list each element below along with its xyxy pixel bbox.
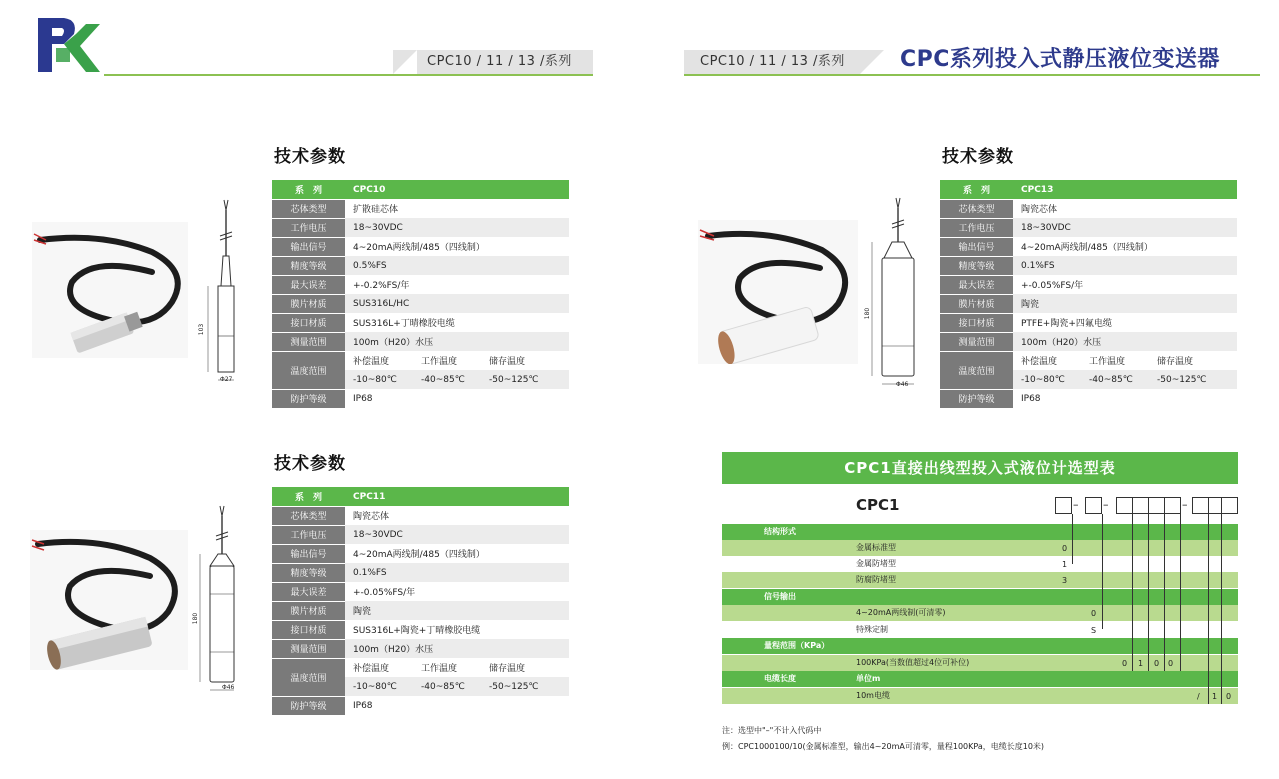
sel-opt-structure-1 bbox=[722, 556, 1238, 572]
label-accuracy: 精度等级 bbox=[272, 563, 345, 582]
sel-opt-label: 100KPa(当数值超过4位可补位) bbox=[856, 658, 970, 667]
cpc11-accuracy: 0.1%FS bbox=[345, 563, 569, 582]
label-core: 芯体类型 bbox=[272, 199, 345, 218]
code-range-3: 0 bbox=[1168, 659, 1174, 668]
cpc13-range: 100m（H20）水压 bbox=[1013, 332, 1237, 351]
cpc11-interface: SUS316L+陶瓷+丁晴橡胶电缆 bbox=[345, 620, 569, 639]
cpc11-dimension-drawing bbox=[186, 502, 248, 696]
cpc11-temp-v3: -50~125℃ bbox=[489, 681, 539, 692]
label-range: 测量范围 bbox=[272, 332, 345, 351]
sel-opt-cable bbox=[722, 688, 1238, 704]
sel-cat-cable-label: 电缆长度 bbox=[764, 674, 796, 683]
code-dash-2: – bbox=[1103, 498, 1109, 511]
sel-cat-range bbox=[722, 638, 1238, 654]
label-interface: 接口材质 bbox=[272, 313, 345, 332]
cpc10-temp-h3: 储存温度 bbox=[489, 357, 526, 367]
label-error: 最大误差 bbox=[272, 582, 345, 601]
cpc10-dim-diameter: Φ27 bbox=[220, 376, 233, 383]
cpc10-heading: 技术参数 bbox=[274, 147, 346, 167]
code-box-5 bbox=[1148, 497, 1165, 514]
code-dash-1: – bbox=[1073, 498, 1079, 511]
cpc10-accuracy: 0.5%FS bbox=[345, 256, 569, 275]
cpc10-temp-v3: -50~125℃ bbox=[489, 374, 539, 385]
sel-opt-structure-2 bbox=[722, 572, 1238, 588]
code-cable-1: 1 bbox=[1212, 692, 1218, 701]
header-rule-left bbox=[104, 74, 593, 76]
label-core: 芯体类型 bbox=[940, 199, 1013, 218]
guide-line-6 bbox=[1180, 514, 1181, 671]
sel-cat-cable bbox=[722, 671, 1238, 687]
code-box-2 bbox=[1085, 497, 1102, 514]
label-signal: 输出信号 bbox=[940, 237, 1013, 256]
cpc10-dimension-drawing bbox=[190, 196, 246, 388]
code-box-9 bbox=[1221, 497, 1238, 514]
guide-line-7 bbox=[1208, 514, 1209, 704]
guide-line-1 bbox=[1072, 514, 1073, 564]
code-signal-1: S bbox=[1091, 626, 1097, 635]
cpc13-product-photo bbox=[698, 220, 858, 364]
cpc13-spec-table bbox=[940, 180, 1237, 409]
sel-opt-label: 金属标准型 bbox=[856, 543, 896, 552]
code-box-7 bbox=[1192, 497, 1209, 514]
cpc11-voltage: 18~30VDC bbox=[345, 525, 569, 544]
code-dash-3: – bbox=[1182, 498, 1188, 511]
series-tab-right bbox=[684, 50, 884, 74]
cpc10-temp-h1: 补偿温度 bbox=[353, 357, 390, 367]
cpc10-product-photo bbox=[32, 222, 188, 358]
company-logo bbox=[34, 14, 104, 76]
cpc11-range: 100m（H20）水压 bbox=[345, 639, 569, 658]
cpc13-signal: 4~20mA两线制/485（四线制） bbox=[1013, 237, 1237, 256]
label-accuracy: 精度等级 bbox=[940, 256, 1013, 275]
guide-line-3 bbox=[1132, 514, 1133, 671]
cpc13-temp-v1: -10~80℃ bbox=[1021, 374, 1065, 385]
label-temp: 温度范围 bbox=[272, 658, 345, 696]
cpc10-diaphragm: SUS316L/HC bbox=[345, 294, 569, 313]
cpc11-temp-h1: 补偿温度 bbox=[353, 664, 390, 674]
selection-note: 注：选型中"–"不计入代码中 bbox=[722, 726, 822, 735]
code-structure-1: 1 bbox=[1062, 560, 1068, 569]
label-diaphragm: 膜片材质 bbox=[272, 601, 345, 620]
cpc13-error: +-0.05%FS/年 bbox=[1013, 275, 1237, 294]
label-error: 最大误差 bbox=[272, 275, 345, 294]
code-structure-0: 0 bbox=[1062, 544, 1068, 553]
label-range: 测量范围 bbox=[940, 332, 1013, 351]
sel-opt-label: 4~20mA两线制(可清零) bbox=[856, 608, 946, 617]
cpc13-dim-diameter: Φ46 bbox=[896, 381, 909, 388]
cpc10-range: 100m（H20）水压 bbox=[345, 332, 569, 351]
cpc13-temp-v2: -40~85℃ bbox=[1089, 374, 1133, 385]
cpc13-dimension-drawing bbox=[862, 194, 924, 390]
sel-opt-range bbox=[722, 655, 1238, 671]
cpc10-temp-v1: -10~80℃ bbox=[353, 374, 397, 385]
code-box-3 bbox=[1116, 497, 1133, 514]
cpc13-accuracy: 0.1%FS bbox=[1013, 256, 1237, 275]
label-series: 系 列 bbox=[272, 180, 345, 199]
code-signal-0: 0 bbox=[1091, 609, 1097, 618]
cpc13-temp-v3: -50~125℃ bbox=[1157, 374, 1207, 385]
cpc11-spec-table bbox=[272, 487, 569, 716]
label-signal: 输出信号 bbox=[272, 237, 345, 256]
label-series: 系 列 bbox=[272, 487, 345, 506]
label-protection: 防护等级 bbox=[272, 696, 345, 715]
series-tab-left-label: CPC10 / 11 / 13 /系列 bbox=[427, 54, 572, 69]
guide-line-4 bbox=[1148, 514, 1149, 671]
sel-cat-cable-unit: 单位m bbox=[856, 674, 881, 683]
cpc13-temp-h2: 工作温度 bbox=[1089, 357, 1126, 367]
cpc10-error: +-0.2%FS/年 bbox=[345, 275, 569, 294]
guide-line-2 bbox=[1102, 514, 1103, 629]
sel-opt-label: 特殊定制 bbox=[856, 625, 888, 634]
cpc10-dim-length: 103 bbox=[198, 323, 206, 336]
cpc10-interface: SUS316L+丁晴橡胶电缆 bbox=[345, 313, 569, 332]
label-voltage: 工作电压 bbox=[272, 525, 345, 544]
label-signal: 输出信号 bbox=[272, 544, 345, 563]
cpc11-core: 陶瓷芯体 bbox=[345, 506, 569, 525]
label-series: 系 列 bbox=[940, 180, 1013, 199]
cpc11-error: +-0.05%FS/年 bbox=[345, 582, 569, 601]
label-protection: 防护等级 bbox=[940, 389, 1013, 408]
label-temp: 温度范围 bbox=[272, 351, 345, 389]
cpc13-temp-h1: 补偿温度 bbox=[1021, 357, 1058, 367]
cpc13-interface: PTFE+陶瓷+四氟电缆 bbox=[1013, 313, 1237, 332]
header-rule-right bbox=[684, 74, 1260, 76]
cpc11-temp-h3: 储存温度 bbox=[489, 664, 526, 674]
cpc10-temp-v2: -40~85℃ bbox=[421, 374, 465, 385]
code-range-1: 1 bbox=[1138, 659, 1144, 668]
label-voltage: 工作电压 bbox=[940, 218, 1013, 237]
sel-cat-signal-label: 信号输出 bbox=[764, 592, 796, 601]
sel-cat-range-label: 量程范围（KPa） bbox=[764, 641, 830, 650]
code-box-6 bbox=[1164, 497, 1181, 514]
label-core: 芯体类型 bbox=[272, 506, 345, 525]
sel-opt-structure-0 bbox=[722, 540, 1238, 556]
code-structure-2: 3 bbox=[1062, 576, 1068, 585]
code-box-4 bbox=[1132, 497, 1149, 514]
cpc11-temp-v2: -40~85℃ bbox=[421, 681, 465, 692]
selection-example: 例：CPC1000100/10(金属标准型，输出4~20mA可清零，量程100KPa，电缆长度10米) bbox=[722, 742, 1045, 751]
code-range-0: 0 bbox=[1122, 659, 1128, 668]
cpc13-series: CPC13 bbox=[1013, 180, 1237, 199]
label-interface: 接口材质 bbox=[272, 620, 345, 639]
cpc13-voltage: 18~30VDC bbox=[1013, 218, 1237, 237]
sel-cat-structure bbox=[722, 524, 1238, 540]
cpc13-dim-length: 180 bbox=[864, 307, 872, 320]
series-tab-left bbox=[393, 50, 593, 74]
page-title: CPC系列投入式静压液位变送器 bbox=[900, 47, 1220, 72]
label-accuracy: 精度等级 bbox=[272, 256, 345, 275]
label-error: 最大误差 bbox=[940, 275, 1013, 294]
cpc13-core: 陶瓷芯体 bbox=[1013, 199, 1237, 218]
cpc11-dim-diameter: Φ46 bbox=[222, 684, 235, 691]
guide-line-5 bbox=[1164, 514, 1165, 671]
label-diaphragm: 膜片材质 bbox=[272, 294, 345, 313]
code-cable-0: / bbox=[1197, 692, 1200, 701]
cpc10-spec-table bbox=[272, 180, 569, 409]
cpc10-voltage: 18~30VDC bbox=[345, 218, 569, 237]
label-protection: 防护等级 bbox=[272, 389, 345, 408]
sel-opt-label: 防腐防堵型 bbox=[856, 575, 896, 584]
cpc10-temp-h2: 工作温度 bbox=[421, 357, 458, 367]
label-voltage: 工作电压 bbox=[272, 218, 345, 237]
cpc11-temp-v1: -10~80℃ bbox=[353, 681, 397, 692]
selection-title: CPC1直接出线型投入式液位计选型表 bbox=[722, 452, 1238, 484]
cpc11-signal: 4~20mA两线制/485（四线制） bbox=[345, 544, 569, 563]
cpc11-product-photo bbox=[30, 530, 188, 670]
cpc13-temp-h3: 储存温度 bbox=[1157, 357, 1194, 367]
cpc13-diaphragm: 陶瓷 bbox=[1013, 294, 1237, 313]
cpc11-series: CPC11 bbox=[345, 487, 569, 506]
label-temp: 温度范围 bbox=[940, 351, 1013, 389]
cpc11-protection: IP68 bbox=[345, 696, 569, 715]
label-interface: 接口材质 bbox=[940, 313, 1013, 332]
code-box-1 bbox=[1055, 497, 1072, 514]
cpc10-signal: 4~20mA两线制/485（四线制） bbox=[345, 237, 569, 256]
sel-opt-label: 10m电缆 bbox=[856, 691, 890, 700]
cpc11-dim-length: 180 bbox=[192, 612, 200, 625]
selection-model: CPC1 bbox=[856, 496, 900, 514]
sel-opt-signal-1 bbox=[722, 622, 1238, 638]
sel-cat-structure-label: 结构形式 bbox=[764, 527, 796, 536]
cpc10-core: 扩散硅芯体 bbox=[345, 199, 569, 218]
cpc13-heading: 技术参数 bbox=[942, 147, 1014, 167]
sel-opt-signal-0 bbox=[722, 605, 1238, 621]
cpc11-heading: 技术参数 bbox=[274, 454, 346, 474]
cpc10-series: CPC10 bbox=[345, 180, 569, 199]
label-diaphragm: 膜片材质 bbox=[940, 294, 1013, 313]
cpc13-protection: IP68 bbox=[1013, 389, 1237, 408]
series-tab-right-label: CPC10 / 11 / 13 /系列 bbox=[700, 54, 845, 69]
label-range: 测量范围 bbox=[272, 639, 345, 658]
code-cable-2: 0 bbox=[1226, 692, 1232, 701]
guide-line-8 bbox=[1221, 514, 1222, 704]
cpc10-protection: IP68 bbox=[345, 389, 569, 408]
cpc11-diaphragm: 陶瓷 bbox=[345, 601, 569, 620]
code-range-2: 0 bbox=[1154, 659, 1160, 668]
cpc11-temp-h2: 工作温度 bbox=[421, 664, 458, 674]
sel-opt-label: 金属防堵型 bbox=[856, 559, 896, 568]
sel-cat-signal bbox=[722, 589, 1238, 605]
